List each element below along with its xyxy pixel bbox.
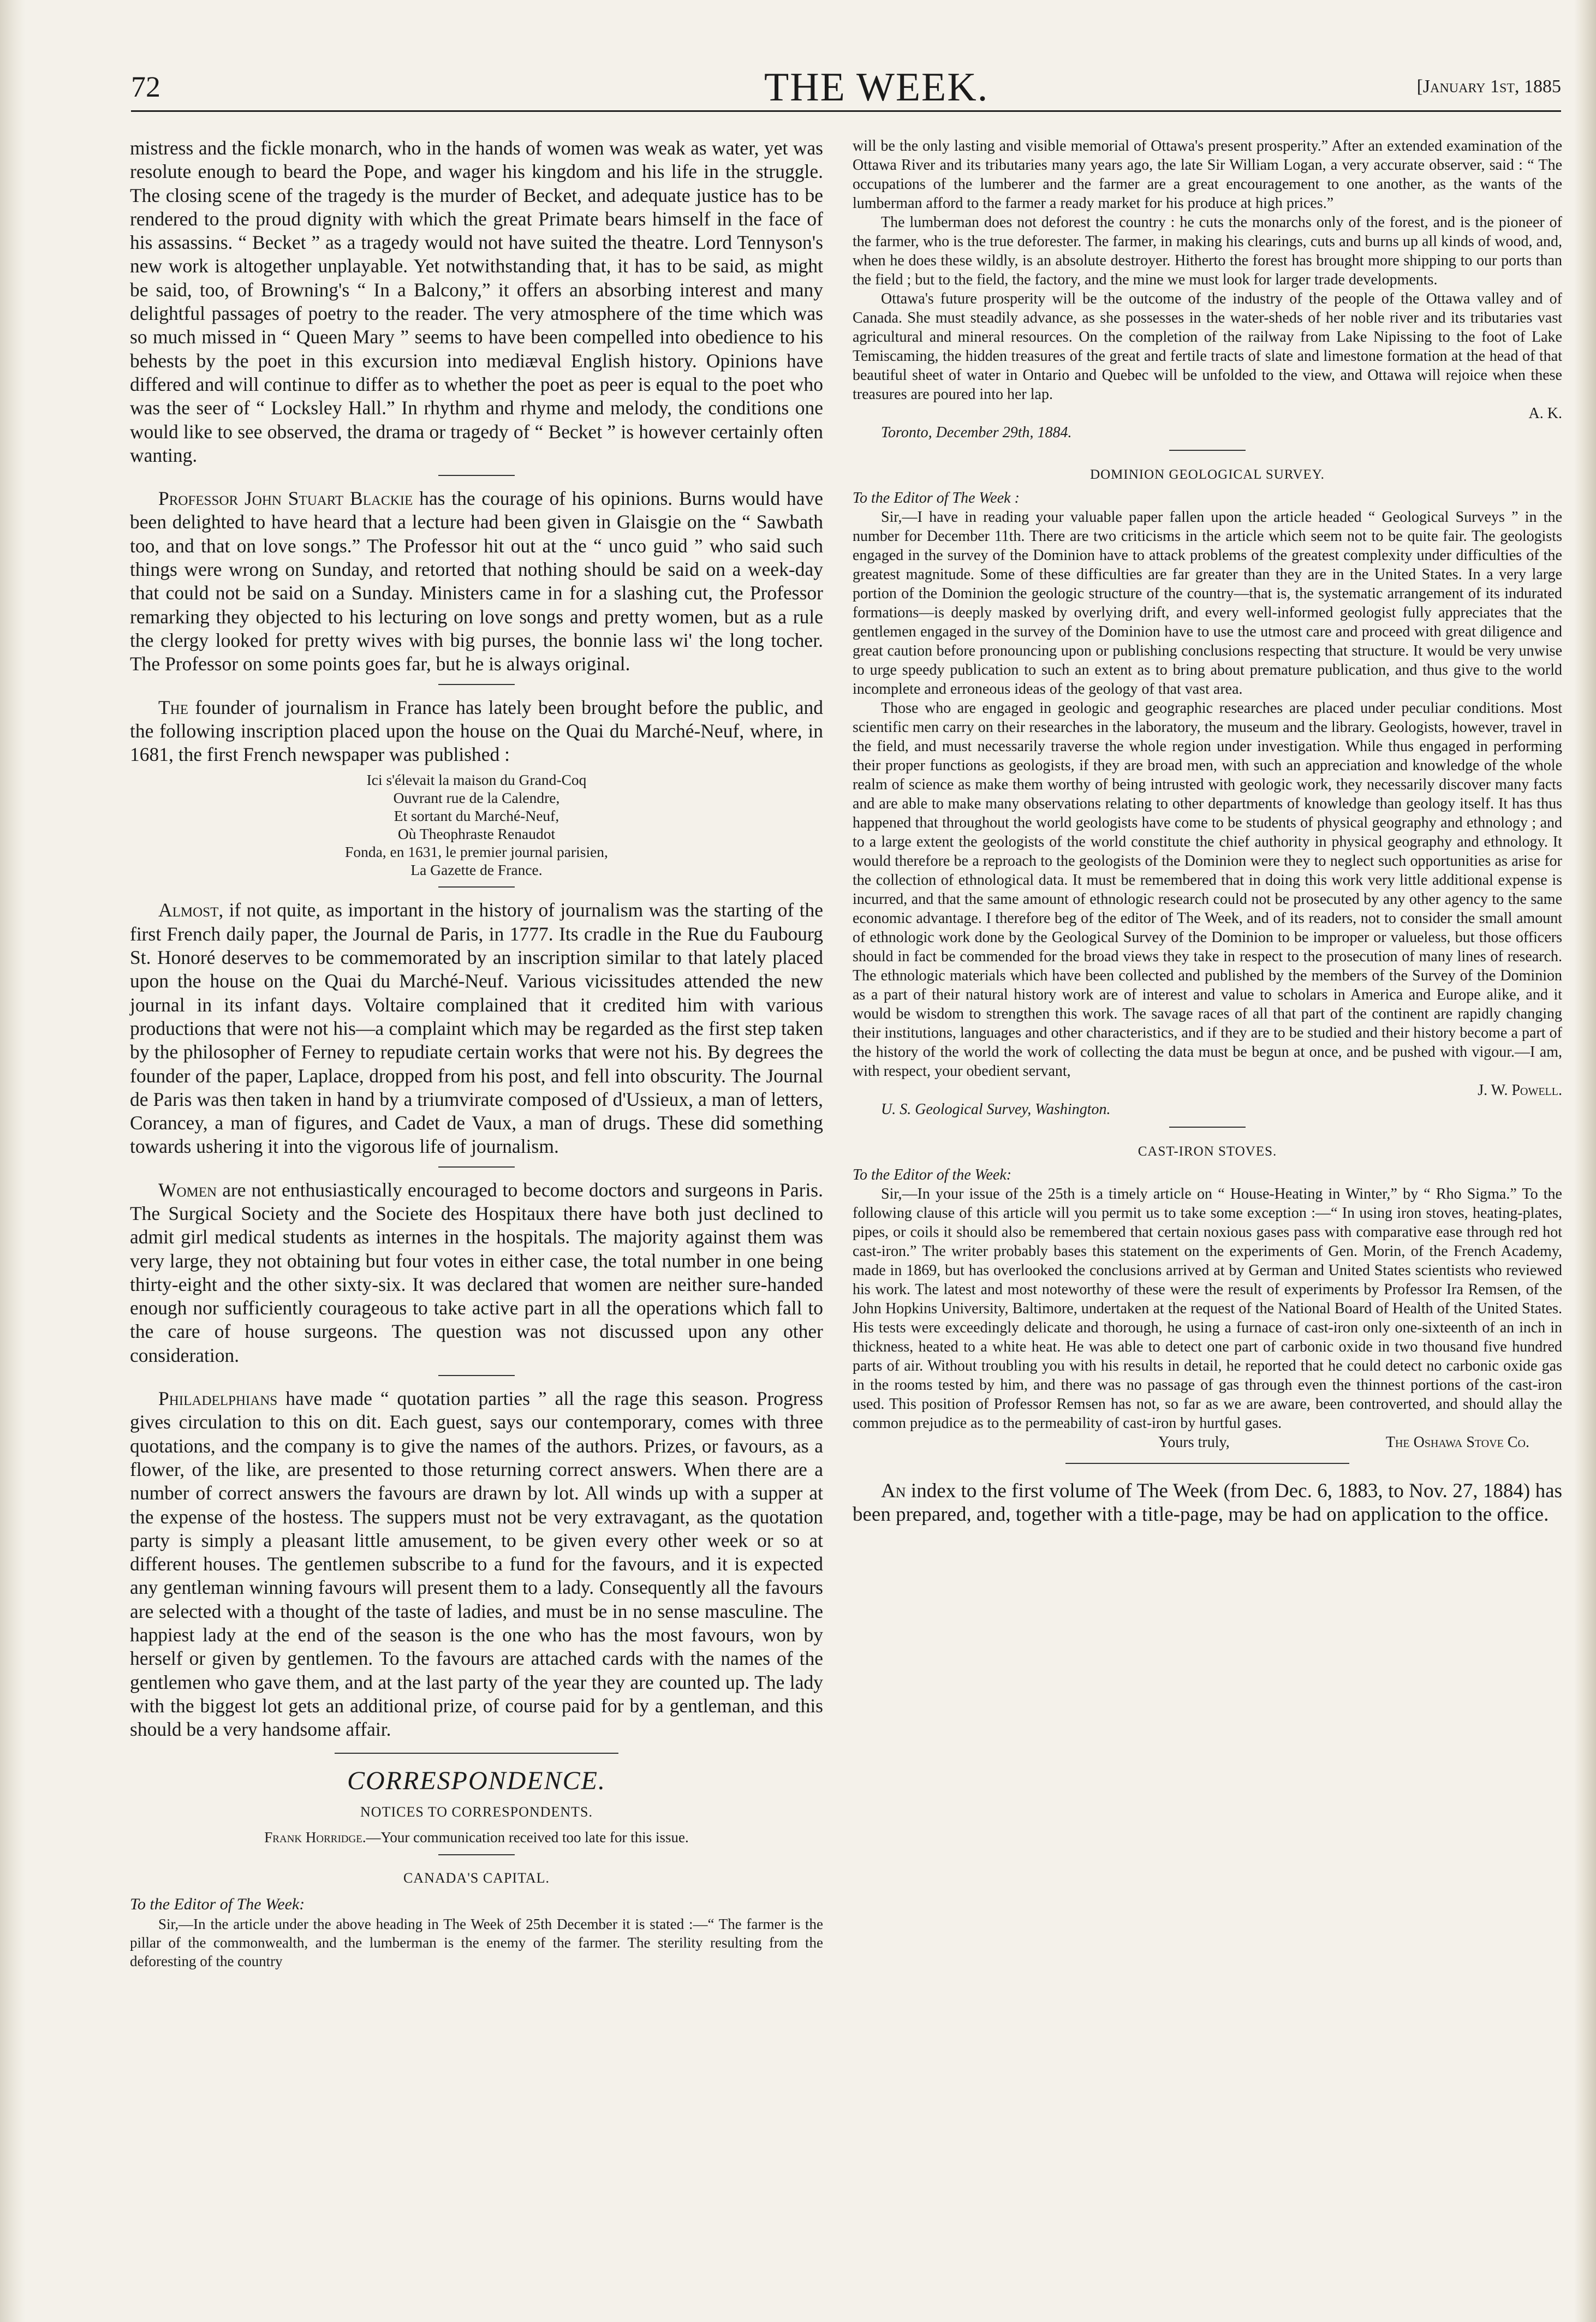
notices-heading: NOTICES TO CORRESPONDENTS.: [360, 1803, 593, 1820]
divider: [1169, 450, 1246, 451]
stoves-paragraph: Sir,—In your issue of the 25th is a timely article on “ House-Heating in Winter,” by “ Rho Sigma.” To the following clause of this article will you permit us to take some exception :—“ In using iron stoves, heating-plates, pipes, or coils it should also be remembered that certain noxious gases pass with comparative ease through red hot cast-iron.” The writer probably bases this statement on the experiments of Gen. Morin, of the French Academy, made in 1869, but has overlooked the conclusions arrived at by German and United States scientists who reviewed his work. The latest and most noteworthy of these were the result of experiments by Professor Ira Remsen, of the John Hopkins University, Baltimore, undertaken at the request of the National Board of Health of the United States. His tests were exceedingly delicate and thorough, he using a furnace of cast-iron only one-sixteenth of an inch in thickness, heated to a white heat. He was able to detect one part of carbonic oxide in two thousand five hundred parts of air. Without troubling you with his results in detail, he reported that he could detect no carbonic oxide gas in the rooms tested by him, and there was no passage of gas through even the thinnest portions of the cast-iron used. This position of Professor Remsen has not, so far as we are aware, been controverted, and should allay the common prejudice as to the permeability of cast-iron by hurtful gases.: [853, 1186, 1562, 1432]
blackie-paragraph: [130, 487, 823, 676]
inscription-line: Ici s'élevait la maison du Grand-Coq: [366, 771, 587, 789]
paragraph-lead: Almost,: [158, 899, 224, 921]
to-editor-line: To the Editor of The Week:: [130, 1895, 305, 1914]
canada-capital-heading: CANADA'S CAPITAL.: [403, 1870, 550, 1886]
inscription-line: Fonda, en 1631, le premier journal parisien,: [345, 843, 608, 861]
letter-place-date: Toronto, December 29th, 1884.: [881, 424, 1072, 441]
inscription-line: La Gazette de France.: [410, 861, 543, 879]
paragraph-lead: The: [158, 696, 189, 718]
survey-to-editor: To the Editor of The Week :: [853, 490, 1020, 507]
masthead-rule: [131, 110, 1561, 112]
paragraph-body: have made “ quotation parties ” all the rage this season. Progress gives circulation to this on dit. Each guest, says our contemporary, comes with three quotations, and the company is to give the names of the authors. Prizes, or favours, as a flower, of the like, are presented to those returning correct answers. When there are a number of correct answers the favours are drawn by lot. All winds up with a supper at the expense of the hostess. The suppers must not be very extravagant, as the quotation party is simply a pleasant little amusement, to be given every other week or so at different houses. The gentlemen subscribe to a fund for the favours, and it is expected any gentleman winning favours will present them to a lady. Consequently all the favours are selected with a thought of the taste of ladies, and must be in no sense masculine. The happiest lady at the end of the season is the one who has the most favours, won by herself or given by gentlemen. To the favours are attached cards with the names of the gentlemen who gave them, and at the last party of the year they are counted up. The lady with the biggest lot gets an additional prize, of course paid for by a gentleman, and this should be a very handsome affair.: [130, 1388, 823, 1741]
notice-name: Frank Horridge.: [264, 1829, 366, 1846]
masthead: [131, 64, 1561, 114]
page-number: 72: [131, 70, 160, 103]
paragraph-lead: An: [881, 1480, 906, 1502]
divider: [438, 1375, 515, 1376]
left-column: [130, 136, 823, 1970]
notice-line: [130, 1828, 823, 1847]
canada-letter-text: Sir,—In the article under the above heading in The Week of 25th December it is stated :—“ The farmer is the pillar of the commonwealth, and the lumberman is the enemy of the farmer. The sterility resulting from the deforesting of the country: [130, 1916, 823, 1970]
publication-title: THE WEEK.: [764, 65, 989, 110]
stoves-yours: Yours truly,: [1158, 1434, 1230, 1451]
paragraph-lead: Women: [158, 1178, 217, 1201]
stoves-signature-row: [853, 1433, 1562, 1452]
ottawa-future-paragraph: Ottawa's future prosperity will be the outcome of the industry of the people of the Ottawa valley and of Canada. She must steadily advance, as she possesses in the water-sheds of her noble river and its tributaries vast agricultural and mineral resources. On the completion of the railway from Lake Nipissing to the foot of Lake Temiscaming, the hidden treasures of the great and fertile tracts of slate and limestone formation at the head of that beautiful sheet of water in Ontario and Quebec will be unfolded to the view, and Ottawa will rejoice when these treasures are poured into her lap.: [853, 290, 1562, 403]
index-notice: [853, 1479, 1562, 1526]
paragraph-body: are not enthusiastically encouraged to become doctors and surgeons in Paris. The Surgical Society and the Societe des Hospitaux there have both just declined to admit girl medical students as internes in the hospitals. The majority against them was very large, they not obtaining but four votes in either case, the total number in one being thirty-eight and the other sixty-six. It was declared that women are neither sure-handed enough nor sufficiently courageous to take active part in all the operations which fall to the care of house surgeons. The question was not discussed upon any other consideration.: [130, 1178, 823, 1366]
survey-paragraph-2: Those who are engaged in geologic and geographic researches are placed under peculiar conditions. Most scientific men carry on their researches in the laboratory, the museum and the library. Geologists, however, travel in the field, and must necessarily traverse the whole region under investigation. While thus engaged in performing their proper functions as geologists, if they are broad men, with such an appreciation and knowledge of the whole realm of science as make them worthy of being intrusted with geologic work, they necessarily discover many facts and are able to make many observations relating to other departments of knowledge than geology itself. It has thus happened that throughout the world geologists have come to be students of physical geography and ethnology ; and to a large extent the geologists of the world constitute the chief authority in physical geography and ethnology. It would therefore be a reproach to the geologists of the Dominion were they to neglect such opportunities as arise for the collection of ethnological data. It must be remembered that in doing this work very little additional expense is incurred, and that the same amount of ethnologic research could not be prosecuted by any other agency to the same economic advantage. I therefore beg of the editor of The Week, and of its readers, not to consider the small amount of ethnologic work done by the Geological Survey of the Dominion to be improper or valueless, but those officers should in fact be commended for the broad views they take in respect to the prosecution of many lines of research. The ethnologic materials which have been collected and published by the members of the Survey of the Dominion as a part of their natural history work are of interest and value to scholars in America and Europe alike, and it would be wisdom to strengthen this work. The savage races of all that part of the continent are rapidly changing their institutions, languages and other characteristics, and if they are to be studied and their history become a part of the history of the world the work of collecting the data must be begun at once, and be pushed with vigour.—I am, with respect, your obedient servant,: [853, 700, 1562, 1080]
paragraph-body: index to the first volume of The Week (from Dec. 6, 1883, to Nov. 27, 1884) has been prepared, and, together with a title-page, may be had on application to the office.: [853, 1480, 1562, 1526]
paragraph-body: if not quite, as important in the history of journalism was the starting of the first French daily paper, the Journal de Paris, in 1777. Its cradle in the Rue du Faubourg St. Honoré deserves to be commemorated by an inscription similar to that lately placed upon the house on the Quai du Marché-Neuf. Various vicissitudes attended the new journal in its infant days. Voltaire complained that it credited him with various productions that were not his—a complaint which may be regarded as the first step taken by the philosopher of Ferney to repudiate certain works that were not his. By degrees the founder of the paper, Laplace, dropped from his post, and fell into obscurity. The Journal de Paris was then taken in hand by a triumvirate composed of d'Ussieux, a man of letters, Corancey, a man of figures, and Cadet de Vaux, a man of drugs. These did something towards ushering it into the vigorous life of journalism.: [130, 899, 823, 1158]
stoves-signature: The Oshawa Stove Co.: [1385, 1434, 1529, 1451]
survey-signature: J. W. Powell.: [1478, 1082, 1562, 1099]
divider: [438, 684, 515, 685]
quotation-parties-paragraph: [130, 1387, 823, 1741]
paragraph-lead: Professor John Stuart Blackie: [158, 487, 413, 510]
notice-text: —Your communication received too late for this issue.: [366, 1829, 689, 1846]
divider: [438, 886, 515, 888]
paragraph-body: has the courage of his opinions. Burns would have been delighted to have heard that a lecture had been given in Glaisgie on the “ Sawbath too, and that on love songs.” The Professor hit out at the “ unco guid ” who said such things were wrong on Sunday, and retorted that nothing should be said on a week-day that could not be said on a Sunday. Ministers came in for a slashing cut, the Professor remarking they objected to his lecturing on love songs and pretty women, but as a rule the clergy looked for pretty wives with big purses, the bonnie lass wi' the long tocher. The Professor on some points goes far, but he is always original.: [130, 487, 824, 675]
women-doctors-paragraph: [130, 1178, 823, 1367]
french-inscription: [130, 771, 823, 879]
letter-signature: A. K.: [1528, 405, 1562, 422]
left-page-edge: [0, 0, 25, 2322]
inscription-line: Où Theophraste Renaudot: [397, 825, 556, 843]
correspondence-heading: CORRESPONDENCE.: [347, 1766, 606, 1795]
divider: [438, 1854, 515, 1855]
survey-heading: DOMINION GEOLOGICAL SURVEY.: [1090, 467, 1325, 482]
ottawa-continuation: will be the only lasting and visible memorial of Ottawa's present prosperity.” After an extended examination of the Ottawa River and its tributaries many years ago, the late Sir William Logan, a very accurate observer, said : “ The occupations of the lumberer and the farmer are a great encouragement to one another, as the wants of the lumberman afford to the farmer a ready market for his produce at high prices.”: [853, 138, 1562, 212]
divider: [438, 475, 515, 476]
right-column: [853, 136, 1562, 1526]
becket-paragraph: mistress and the fickle monarch, who in the hands of women was weak as water, yet was resolute enough to beard the Pope, and wager his kingdom and his life in the struggle. The closing scene of the tragedy is the murder of Becket, and adequate justice has to be rendered to the proud dignity with which the great Primate bears himself in the face of his assassins. “ Becket ” as a tragedy would not have suited the theatre. Lord Tennyson's new work is altogether unplayable. Yet notwithstanding that, it has to be said, as might be said, too, of Browning's “ In a Balcony,” it offers an absorbing interest and many delightful passages of poetry to the reader. The very atmosphere of the time which was so much missed in “ Queen Mary ” seems to have been compelled into obedience to his behests by the poet in this excursion into mediæval English history. Opinions have differed and will continue to differ as to whether the poet as peer is equal to the poet who was the seer of “ Locksley Hall.” In rhythm and rhyme and melody, the conditions one would like to see observed, the drama or tragedy of “ Becket ” is however certainly often wanting.: [130, 137, 823, 466]
journal-de-paris-paragraph: [130, 898, 823, 1158]
stoves-heading: CAST-IRON STOVES.: [1138, 1144, 1277, 1159]
inscription-line: Et sortant du Marché-Neuf,: [394, 807, 559, 825]
inscription-line: Ouvrant rue de la Calendre,: [393, 789, 560, 807]
lumberman-paragraph: The lumberman does not deforest the country : he cuts the monarchs only of the forest, and is the pioneer of the farmer, who is the true deforester. The farmer, in making his clearings, cuts and burns up all kinds of wood, and, when he does these wildly, is an absolute destroyer. Hitherto the forest has brought more shipping to our ports than the field ; but to the field, the factory, and the mine we must look for larger trade developments.: [853, 214, 1562, 288]
survey-place: U. S. Geological Survey, Washington.: [881, 1101, 1111, 1118]
journalism-paragraph: [130, 696, 823, 767]
issue-date: [January 1st, 1885: [1416, 76, 1561, 97]
divider: [438, 1166, 515, 1168]
section-divider: [335, 1753, 618, 1754]
divider: [1169, 1127, 1246, 1128]
paragraph-lead: Philadelphians: [158, 1388, 278, 1410]
paragraph-body: founder of journalism in France has lately been brought before the public, and the following inscription placed upon the house on the Quai du Marché-Neuf, where, in 1681, the first French newspaper was published :: [130, 696, 823, 766]
stoves-to-editor: To the Editor of the Week:: [853, 1166, 1012, 1183]
section-divider: [1065, 1463, 1349, 1464]
survey-paragraph-1: Sir,—I have in reading your valuable paper fallen upon the article headed “ Geological Surveys ” in the number for December 11th. There are two criticisms in the article which seem not to be quite fair. The geologists engaged in the survey of the Dominion have to attack problems of the greatest complexity under difficulties of the greatest magnitude. Some of these difficulties are far greater than they are in the United States. In a very large portion of the Dominion the geologic structure of the country—that is, the systematic arrangement of its indurated formations—is deeply masked by overlying drift, and every well-informed geologist fully appreciates that the gentlemen engaged in the survey of the Dominion have to use the utmost care and proceed with great diligence and great caution before pronouncing upon or publishing conclusions respecting that structure. It would be very unwise to urge speedy publication to such an extent as to bring about premature publication, and thus give to the world incomplete and erroneous ideas of the geology of that vast area.: [853, 509, 1562, 698]
right-page-edge: [1574, 0, 1596, 2322]
